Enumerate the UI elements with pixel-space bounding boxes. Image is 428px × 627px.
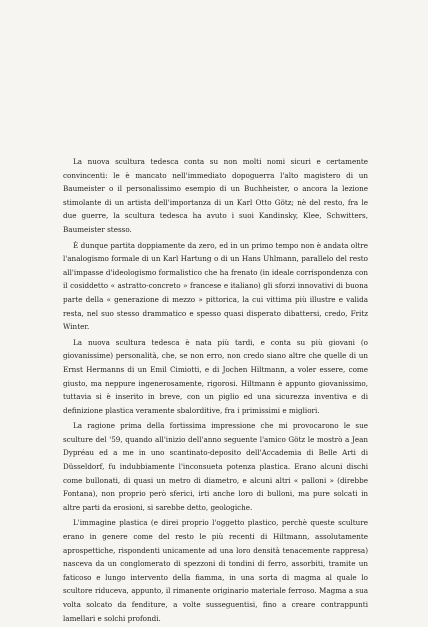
paragraph-2: È dunque partita doppiamente da zero, ed in un primo tempo non è andata oltre l'analogismo formale di un Karl Hartung o di un Hans Uhlmann, parallelo del resto all'impasse d'ideologismo formalistico che ha frenato (in ideale corrispondenza con il cosiddetto « astratto-concreto » francese e italiano) gli sforzi innovativi di buona parte della « generazione di mezzo » pittorica, la cui vittima più illustre e valida resta, nel suo stesso drammatico e spesso quasi disperato dibattersi, credo, Fritz Winter. (63, 240, 368, 332)
body-text (63, 155, 368, 627)
paragraph-3: La nuova scultura tedesca è nata più tardi, e conta su più giovani (o giovanissime) personalità, che, se non erro, non credo siano altre che quelle di un Ernst Hermanns di un Emil Cimiotti, e di Jochen Hiltmann, a voler essere, come giusto, ma neppure ingenerosamente, rigorosi. Hiltmann è appunto giovanissimo, tuttavia si è inserito in breve, con un piglio ed una sicurezza inventiva e di definizione plastica veramente sbalorditive, fra i primissimi e migliori. (63, 337, 368, 415)
paragraph-5: L'immagine plastica (e direi proprio l'oggetto plastico, perchè queste sculture erano in genere come del resto le più recenti di Hiltmann, assolutamente aprospettiche, rispondenti unicamente ad una loro densità tenacemente rappresa) nasceva da un conglomerato di spezzoni di tondini di ferro, assorbiti, tramite un faticoso e lungo intervento della fiamma, in una sorta di magma al quale lo scultore riduceva, appunto, il rimanente originario materiale ferroso. Magma a sua volta solcato da fenditure, a volte susseguentisi, fino a creare contrappunti lamellari e solchi profondi. (63, 518, 368, 623)
paragraph-1: La nuova scultura tedesca conta su non molti nomi sicuri e certamente convincenti: le è mancato nell'immediato dopoguerra l'alto magistero di un Baumeister o il personalissimo esempio di un Buchheister, o ancora la lezione stimolante di un artista dell'importanza di un Karl Otto Götz; nè del resto, fra le due guerre, la scultura tedesca ha avuto i suoi Kandinsky, Klee, Schwitters, Baumeister stesso. (63, 157, 368, 234)
paragraph-4: La ragione prima della fortissima impressione che mi provocarono le sue sculture del '59, quando all'inizio dell'anno seguente l'amico Götz le mostrò a Jean Dypréau ed a me in uno scantinato-deposito dell'Accademia di Belle Arti di Düsseldorf, fu indubbiamente l'inconsueta potenza plastica. Erano alcuni dischi come bullonati, di quasi un metro di diametro, e alcuni altri « palloni » (direbbe Fontana), non proprio però sferici, irti anche loro di bulloni, ma pure solcati in altre parti da erosioni, si sarebbe detto, geologiche. (63, 421, 368, 512)
